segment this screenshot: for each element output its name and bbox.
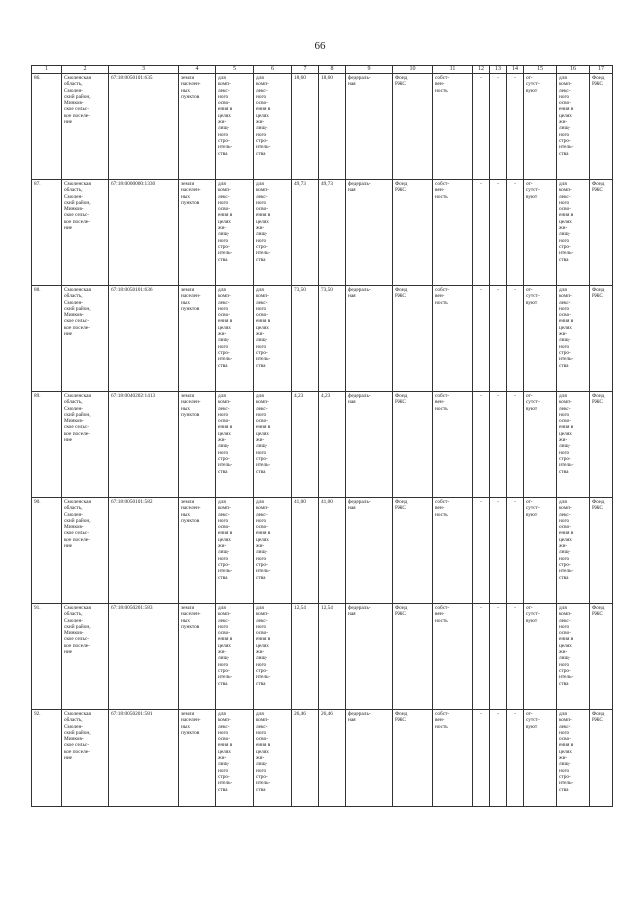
address-cell: Смоленская область, Смолен- ский район, Минков- ское сельс- кое поселе- ние — [62, 74, 109, 180]
right-type-cell: собст- вен- ность — [433, 498, 473, 604]
fund-holder-cell: Фонд РЖС — [590, 498, 613, 604]
address-cell: Смоленская область, Смолен- ский район, Минков- ское сельс- кое поселе- ние — [62, 710, 109, 807]
right-type-cell: собст- вен- ность — [433, 710, 473, 807]
land-category-cell: земли населен- ных пунктов — [179, 74, 216, 180]
row-number-cell: 89. — [32, 392, 62, 498]
column-number-11: 11 — [433, 66, 473, 74]
actual-use-cell: для комп- лекс- ного осво- ения в целях жи- лищ- ного стро- итель- ства — [254, 392, 292, 498]
col-12-cell: - — [473, 392, 490, 498]
cadastral-number-cell: 67:18:0050201:583 — [109, 604, 179, 710]
address-cell: Смоленская область, Смолен- ский район, Минков- ское сельс- кое поселе- ние — [62, 392, 109, 498]
column-number-row — [32, 66, 613, 74]
column-number-10: 10 — [393, 66, 433, 74]
col-13-cell: - — [490, 286, 507, 392]
encumbrances-cell: от- сутст- вуют — [524, 498, 557, 604]
address-cell: Смоленская область, Смолен- ский район, Минков- ское сельс- кое поселе- ние — [62, 286, 109, 392]
ownership-level-cell: федераль- ная — [346, 286, 393, 392]
land-category-cell: земли населен- ных пунктов — [179, 710, 216, 807]
row-number-cell: 86. — [32, 74, 62, 180]
encumbrances-cell: от- сутст- вуют — [524, 710, 557, 807]
area-1-cell: 4,23 — [292, 392, 319, 498]
right-type-cell: собст- вен- ность — [433, 286, 473, 392]
column-number-17: 17 — [590, 66, 613, 74]
col-12-cell: - — [473, 604, 490, 710]
use-purpose-cell: для комп- лекс- ного осво- ения в целях жи- лищ- ного стро- итель- ства — [557, 392, 590, 498]
actual-use-cell: для комп- лекс- ного осво- ения в целях жи- лищ- ного стро- итель- ства — [254, 710, 292, 807]
land-category-cell: земли населен- ных пунктов — [179, 498, 216, 604]
land-plots-table — [31, 65, 613, 807]
row-number-cell: 88. — [32, 286, 62, 392]
ownership-level-cell: федераль- ная — [346, 604, 393, 710]
fund-holder-cell: Фонд РЖС — [590, 604, 613, 710]
fund-cell: Фонд РЖС — [393, 286, 433, 392]
use-purpose-cell: для комп- лекс- ного осво- ения в целях жи- лищ- ного стро- итель- ства — [557, 180, 590, 286]
table-row — [32, 392, 613, 498]
column-number-2: 2 — [62, 66, 109, 74]
col-14-cell: - — [507, 286, 524, 392]
col-13-cell: - — [490, 180, 507, 286]
column-number-1: 1 — [32, 66, 62, 74]
fund-cell: Фонд РЖС — [393, 710, 433, 807]
area-2-cell: 4,23 — [319, 392, 346, 498]
area-2-cell: 41,00 — [319, 498, 346, 604]
right-type-cell: собст- вен- ность — [433, 74, 473, 180]
column-number-12: 12 — [473, 66, 490, 74]
column-number-15: 15 — [524, 66, 557, 74]
cadastral-number-cell: 67:18:0050201:581 — [109, 710, 179, 807]
area-1-cell: 18,60 — [292, 74, 319, 180]
col-13-cell: - — [490, 392, 507, 498]
col-13-cell: - — [490, 710, 507, 807]
actual-use-cell: для комп- лекс- ного осво- ения в целях жи- лищ- ного стро- итель- ства — [254, 604, 292, 710]
cadastral-number-cell: 67:18:0000000:1330 — [109, 180, 179, 286]
fund-holder-cell: Фонд РЖС — [590, 74, 613, 180]
fund-cell: Фонд РЖС — [393, 180, 433, 286]
column-number-9: 9 — [346, 66, 393, 74]
cadastral-number-cell: 67:18:0050101:636 — [109, 286, 179, 392]
column-number-7: 7 — [292, 66, 319, 74]
column-number-6: 6 — [254, 66, 292, 74]
col-13-cell: - — [490, 74, 507, 180]
table-row — [32, 604, 613, 710]
right-type-cell: собст- вен- ность — [433, 604, 473, 710]
permitted-use-cell: для комп- лекс- ного осво- ения в целях жи- лищ- ного стро- итель- ства — [216, 604, 254, 710]
use-purpose-cell: для комп- лекс- ного осво- ения в целях жи- лищ- ного стро- итель- ства — [557, 286, 590, 392]
area-1-cell: 73,50 — [292, 286, 319, 392]
row-number-cell: 92. — [32, 710, 62, 807]
encumbrances-cell: от- сутст- вуют — [524, 180, 557, 286]
land-category-cell: земли населен- ных пунктов — [179, 180, 216, 286]
address-cell: Смоленская область, Смолен- ский район, Минков- ское сельс- кое поселе- ние — [62, 498, 109, 604]
area-2-cell: 18,60 — [319, 74, 346, 180]
column-number-5: 5 — [216, 66, 254, 74]
permitted-use-cell: для комп- лекс- ного осво- ения в целях жи- лищ- ного стро- итель- ства — [216, 74, 254, 180]
col-12-cell: - — [473, 710, 490, 807]
cadastral-number-cell: 67:18:0050101:582 — [109, 498, 179, 604]
address-cell: Смоленская область, Смолен- ский район, Минков- ское сельс- кое поселе- ние — [62, 604, 109, 710]
permitted-use-cell: для комп- лекс- ного осво- ения в целях жи- лищ- ного стро- итель- ства — [216, 498, 254, 604]
col-13-cell: - — [490, 498, 507, 604]
actual-use-cell: для комп- лекс- ного осво- ения в целях жи- лищ- ного стро- итель- ства — [254, 286, 292, 392]
col-14-cell: - — [507, 180, 524, 286]
col-14-cell: - — [507, 74, 524, 180]
col-12-cell: - — [473, 498, 490, 604]
fund-cell: Фонд РЖС — [393, 604, 433, 710]
fund-holder-cell: Фонд РЖС — [590, 392, 613, 498]
ownership-level-cell: федераль- ная — [346, 392, 393, 498]
fund-holder-cell: Фонд РЖС — [590, 710, 613, 807]
area-2-cell: 73,50 — [319, 286, 346, 392]
row-number-cell: 87. — [32, 180, 62, 286]
column-number-8: 8 — [319, 66, 346, 74]
area-1-cell: 41,00 — [292, 498, 319, 604]
ownership-level-cell: федераль- ная — [346, 710, 393, 807]
permitted-use-cell: для комп- лекс- ного осво- ения в целях жи- лищ- ного стро- итель- ства — [216, 286, 254, 392]
use-purpose-cell: для комп- лекс- ного осво- ения в целях жи- лищ- ного стро- итель- ства — [557, 74, 590, 180]
col-13-cell: - — [490, 604, 507, 710]
col-14-cell: - — [507, 498, 524, 604]
area-2-cell: 49,73 — [319, 180, 346, 286]
land-category-cell: земли населен- ных пунктов — [179, 286, 216, 392]
address-cell: Смоленская область, Смолен- ский район, Минков- ское сельс- кое поселе- ние — [62, 180, 109, 286]
table-row — [32, 286, 613, 392]
table-row — [32, 74, 613, 180]
column-number-13: 13 — [490, 66, 507, 74]
encumbrances-cell: от- сутст- вуют — [524, 286, 557, 392]
column-number-16: 16 — [557, 66, 590, 74]
area-1-cell: 49,73 — [292, 180, 319, 286]
col-12-cell: - — [473, 74, 490, 180]
encumbrances-cell: от- сутст- вуют — [524, 74, 557, 180]
fund-cell: Фонд РЖС — [393, 74, 433, 180]
col-14-cell: - — [507, 392, 524, 498]
cadastral-number-cell: 67:18:0040202:1413 — [109, 392, 179, 498]
actual-use-cell: для комп- лекс- ного осво- ения в целях жи- лищ- ного стро- итель- ства — [254, 498, 292, 604]
actual-use-cell: для комп- лекс- ного осво- ения в целях жи- лищ- ного стро- итель- ства — [254, 180, 292, 286]
col-14-cell: - — [507, 710, 524, 807]
column-number-14: 14 — [507, 66, 524, 74]
encumbrances-cell: от- сутст- вуют — [524, 604, 557, 710]
right-type-cell: собст- вен- ность — [433, 392, 473, 498]
area-1-cell: 12,54 — [292, 604, 319, 710]
fund-cell: Фонд РЖС — [393, 392, 433, 498]
permitted-use-cell: для комп- лекс- ного осво- ения в целях жи- лищ- ного стро- итель- ства — [216, 392, 254, 498]
column-number-4: 4 — [179, 66, 216, 74]
row-number-cell: 91. — [32, 604, 62, 710]
fund-holder-cell: Фонд РЖС — [590, 180, 613, 286]
col-12-cell: - — [473, 286, 490, 392]
area-1-cell: 26,46 — [292, 710, 319, 807]
col-14-cell: - — [507, 604, 524, 710]
land-category-cell: земли населен- ных пунктов — [179, 604, 216, 710]
area-2-cell: 12,54 — [319, 604, 346, 710]
page-number: 66 — [314, 40, 326, 52]
cadastral-number-cell: 67:18:0050101:635 — [109, 74, 179, 180]
land-category-cell: земли населен- ных пунктов — [179, 392, 216, 498]
row-number-cell: 90. — [32, 498, 62, 604]
fund-holder-cell: Фонд РЖС — [590, 286, 613, 392]
fund-cell: Фонд РЖС — [393, 498, 433, 604]
permitted-use-cell: для комп- лекс- ного осво- ения в целях жи- лищ- ного стро- итель- ства — [216, 710, 254, 807]
column-number-3: 3 — [109, 66, 179, 74]
table-row — [32, 498, 613, 604]
ownership-level-cell: федераль- ная — [346, 498, 393, 604]
right-type-cell: собст- вен- ность — [433, 180, 473, 286]
ownership-level-cell: федераль- ная — [346, 74, 393, 180]
use-purpose-cell: для комп- лекс- ного осво- ения в целях жи- лищ- ного стро- итель- ства — [557, 498, 590, 604]
area-2-cell: 26,46 — [319, 710, 346, 807]
col-12-cell: - — [473, 180, 490, 286]
use-purpose-cell: для комп- лекс- ного осво- ения в целях жи- лищ- ного стро- итель- ства — [557, 604, 590, 710]
table-row — [32, 180, 613, 286]
table-row — [32, 710, 613, 807]
ownership-level-cell: федераль- ная — [346, 180, 393, 286]
actual-use-cell: для комп- лекс- ного осво- ения в целях жи- лищ- ного стро- итель- ства — [254, 74, 292, 180]
permitted-use-cell: для комп- лекс- ного осво- ения в целях жи- лищ- ного стро- итель- ства — [216, 180, 254, 286]
encumbrances-cell: от- сутст- вуют — [524, 392, 557, 498]
use-purpose-cell: для комп- лекс- ного осво- ения в целях жи- лищ- ного стро- итель- ства — [557, 710, 590, 807]
